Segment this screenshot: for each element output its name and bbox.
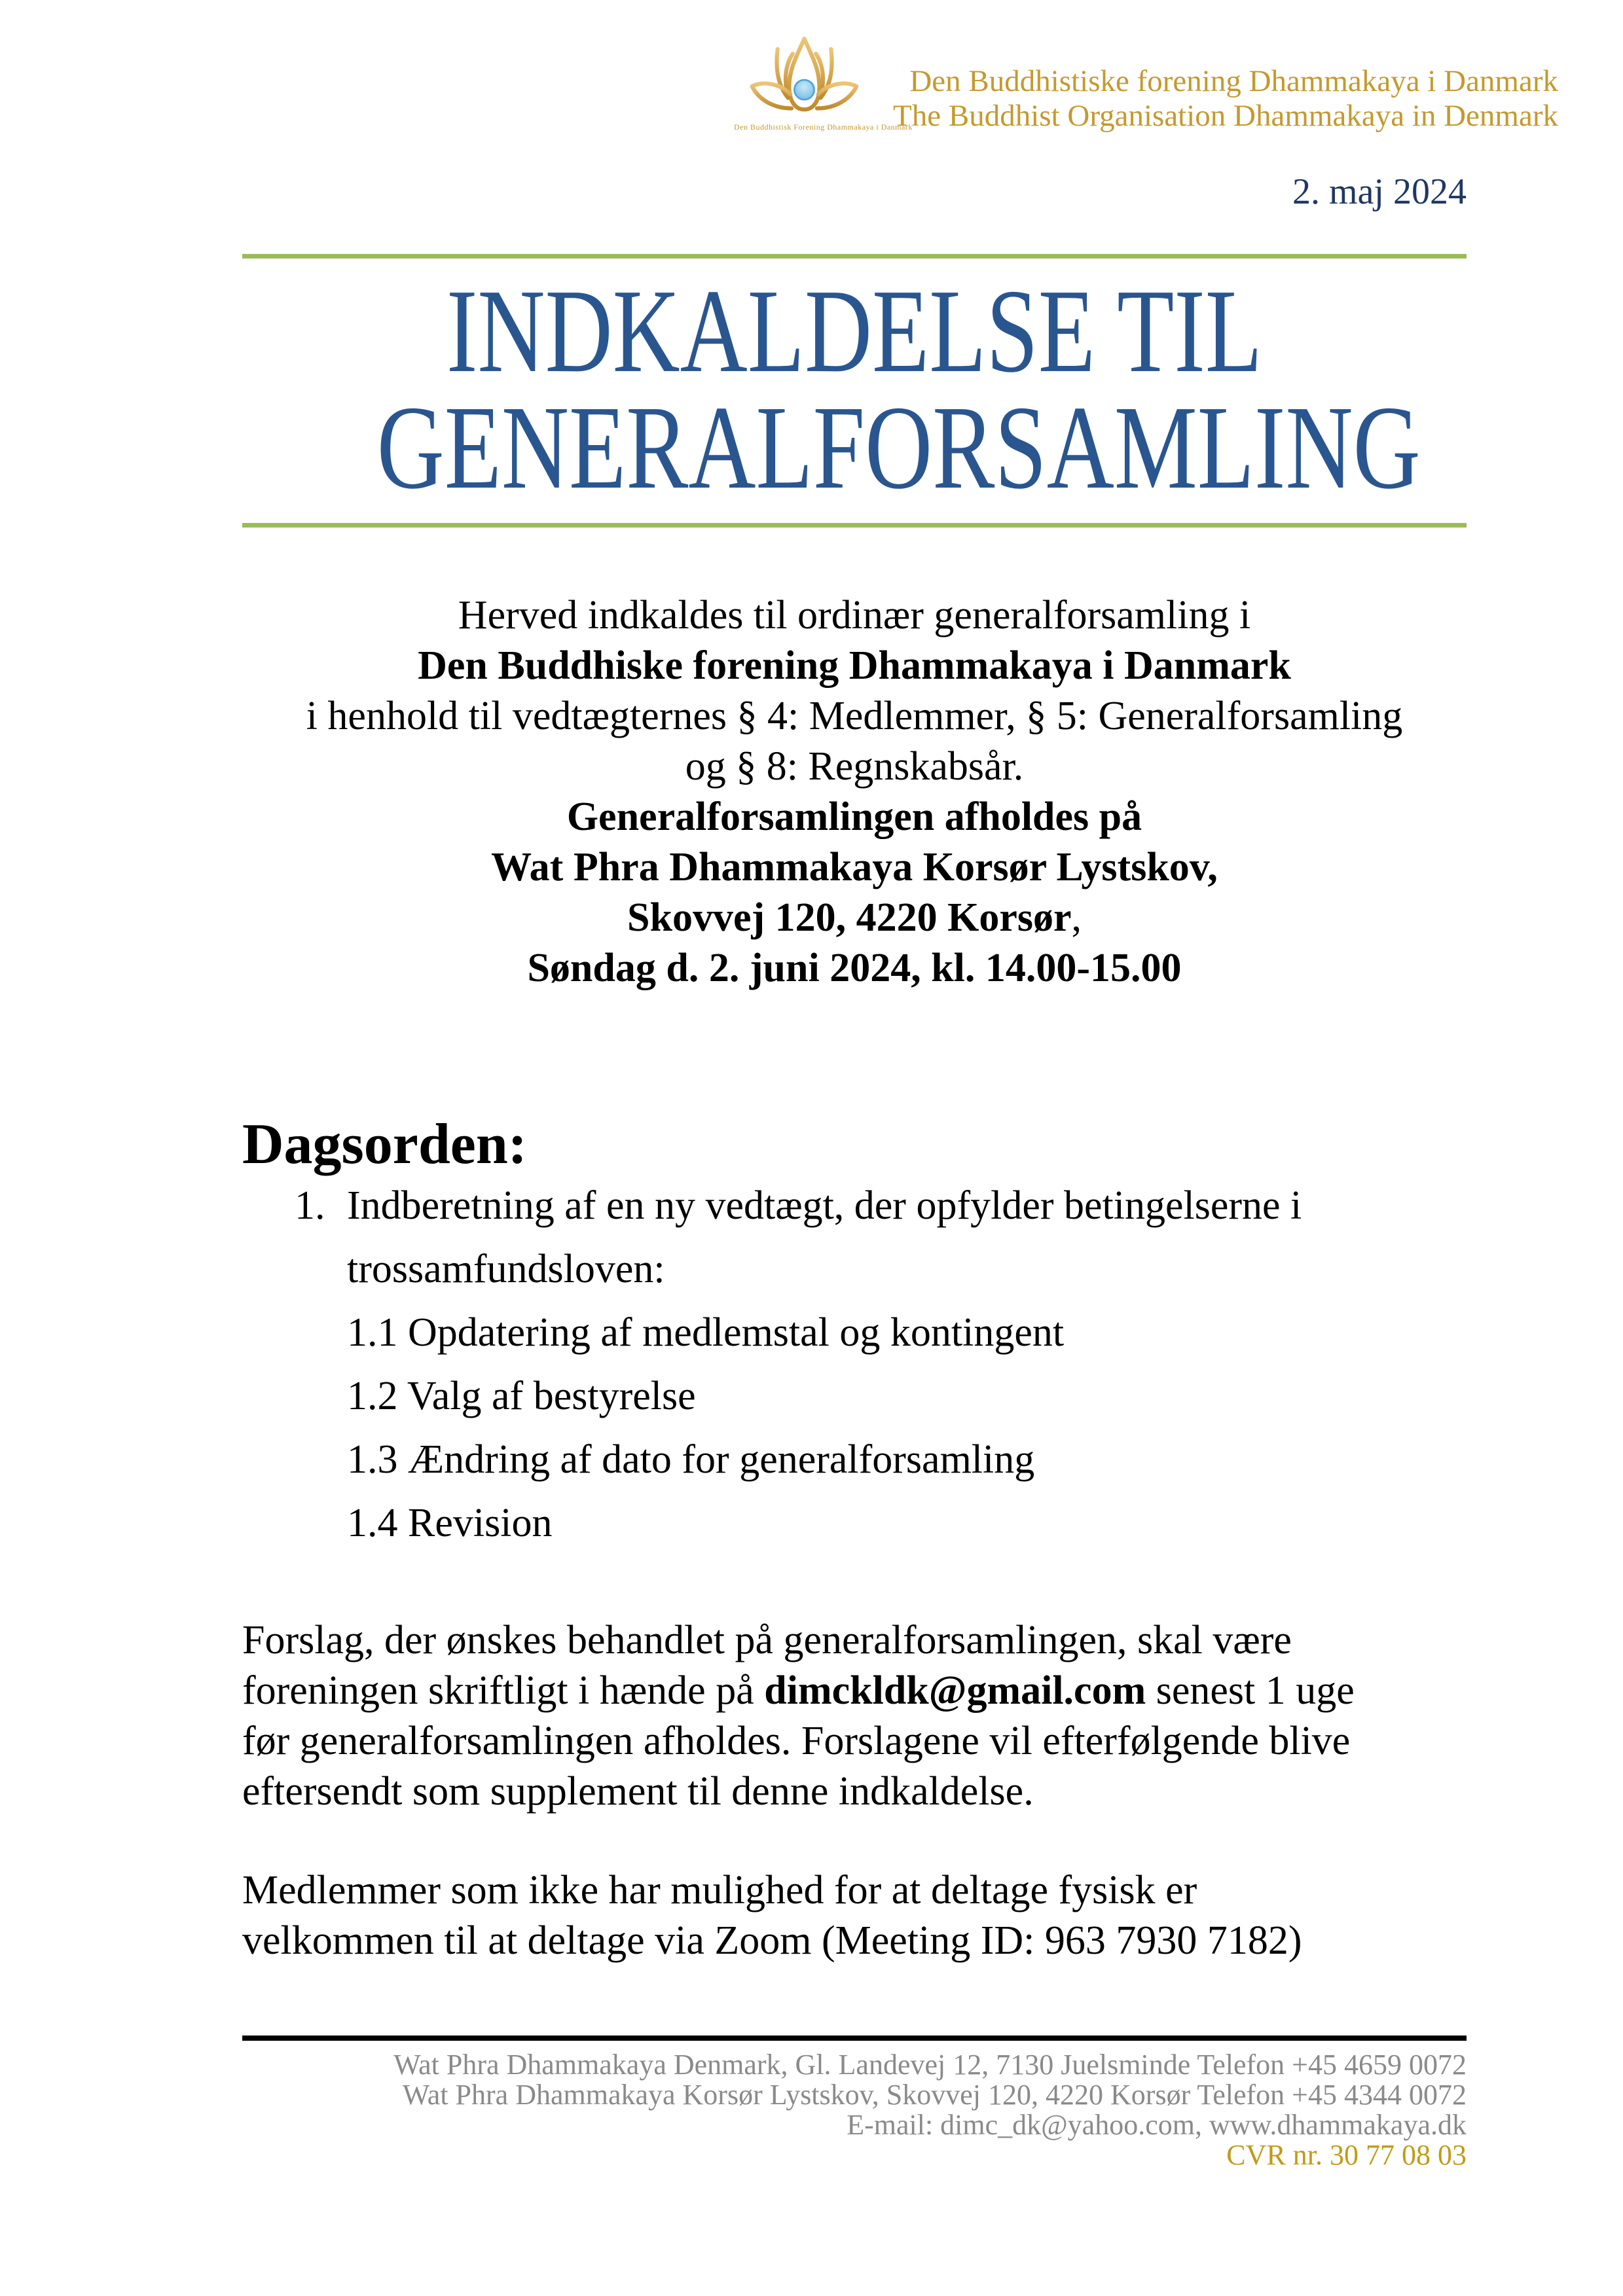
logo-caption: Den Buddhistisk Forening Dhammakaya i Danmark [734,122,913,132]
footer-address-line-1: Wat Phra Dhammakaya Denmark, Gl. Landevej 12, 7130 Juelsminde Telefon +45 4659 0072 [393,2049,1467,2081]
lotus-logo [737,34,871,121]
agenda-subitem-1-1: 1.1 Opdatering af medlemstal og kontingent [347,1310,1065,1355]
intro-line-venue-name: Wat Phra Dhammakaya Korsør Lystskov, [491,845,1218,889]
agenda-subitems [242,1301,1467,1555]
document-date: 2. maj 2024 [1292,171,1467,212]
proposals-paragraph [242,1615,1467,1817]
zoom-paragraph [242,1865,1467,1966]
intro-line-venue-intro: Generalforsamlingen afholdes på [566,795,1142,839]
intro-line: Herved indkaldes til ordinær generalforsamling i [458,593,1251,637]
intro-line: i henhold til vedtægternes § 4: Medlemmer, § 5: Generalforsamling [306,694,1403,738]
org-name-danish: Den Buddhistiske forening Dhammakaya i Danmark [909,64,1558,98]
agenda-item-1 [242,1174,1467,1301]
page-title-line-2: GENERALFORSAMLING [376,381,1421,514]
agenda-subitem-1-2: 1.2 Valg af bestyrelse [347,1374,696,1418]
divider-top [242,254,1467,259]
paragraph-line: Forslag, der ønskes behandlet på generalforsamlingen, skal være [242,1618,1292,1662]
paragraph-line-with-email: foreningen skriftligt i hænde på dimckldk@gmail.com senest 1 uge [242,1668,1355,1713]
logo-block [734,34,913,132]
paragraph-line: eftersendt som supplement til denne indkaldelse. [242,1769,1034,1814]
agenda-item-line: trossamfundsloven: [347,1247,665,1291]
agenda-item-line: Indberetning af en ny vedtægt, der opfylder betingelserne i [347,1183,1302,1228]
divider-bottom [242,523,1467,528]
agenda-item-number: 1. [295,1183,325,1228]
agenda-subitem-1-4: 1.4 Revision [347,1501,553,1545]
org-name-english: The Buddhist Organisation Dhammakaya in Denmark [893,99,1558,133]
agenda-subitem-1-3: 1.3 Ændring af dato for generalforsamling [347,1437,1035,1482]
intro-line-org-bold: Den Buddhiske forening Dhammakaya i Danmark [418,643,1291,688]
agenda-section [242,1115,1467,1555]
org-names [893,34,1558,134]
footer-cvr-line: CVR nr. 30 77 08 03 [1226,2139,1467,2171]
agenda-item-text [347,1174,1302,1301]
page-title [376,264,1421,514]
intro-line-datetime: Søndag d. 2. juni 2024, kl. 14.00-15.00 [527,946,1182,990]
footer-rule [242,2036,1467,2041]
footer-contact-line: E-mail: dimc_dk@yahoo.com, www.dhammakaya.dk [847,2109,1467,2141]
paragraph-line: før generalforsamlingen afholdes. Forslagene vil efterfølgende blive [242,1719,1351,1763]
agenda-heading: Dagsorden: [242,1113,528,1176]
intro-line-venue-address: Skovvej 120, 4220 Korsør, [627,895,1082,940]
contact-email: dimckldk@gmail.com [764,1668,1146,1713]
paragraph-line: Medlemmer som ikke har mulighed for at deltage fysisk er [242,1868,1197,1912]
header [0,0,1558,144]
intro-line: og § 8: Regnskabsår. [685,744,1024,789]
footer [242,2050,1467,2170]
intro-block [242,590,1467,994]
paragraph-line-zoom-id: velkommen til at deltage via Zoom (Meeting ID: 963 7930 7182) [242,1918,1302,1963]
page-title-line-1: INDKALDELSE TIL [446,264,1263,397]
footer-address-line-2: Wat Phra Dhammakaya Korsør Lystskov, Skovvej 120, 4220 Korsør Telefon +45 4344 0072 [402,2079,1467,2111]
lotus-center-gem [794,80,814,99]
